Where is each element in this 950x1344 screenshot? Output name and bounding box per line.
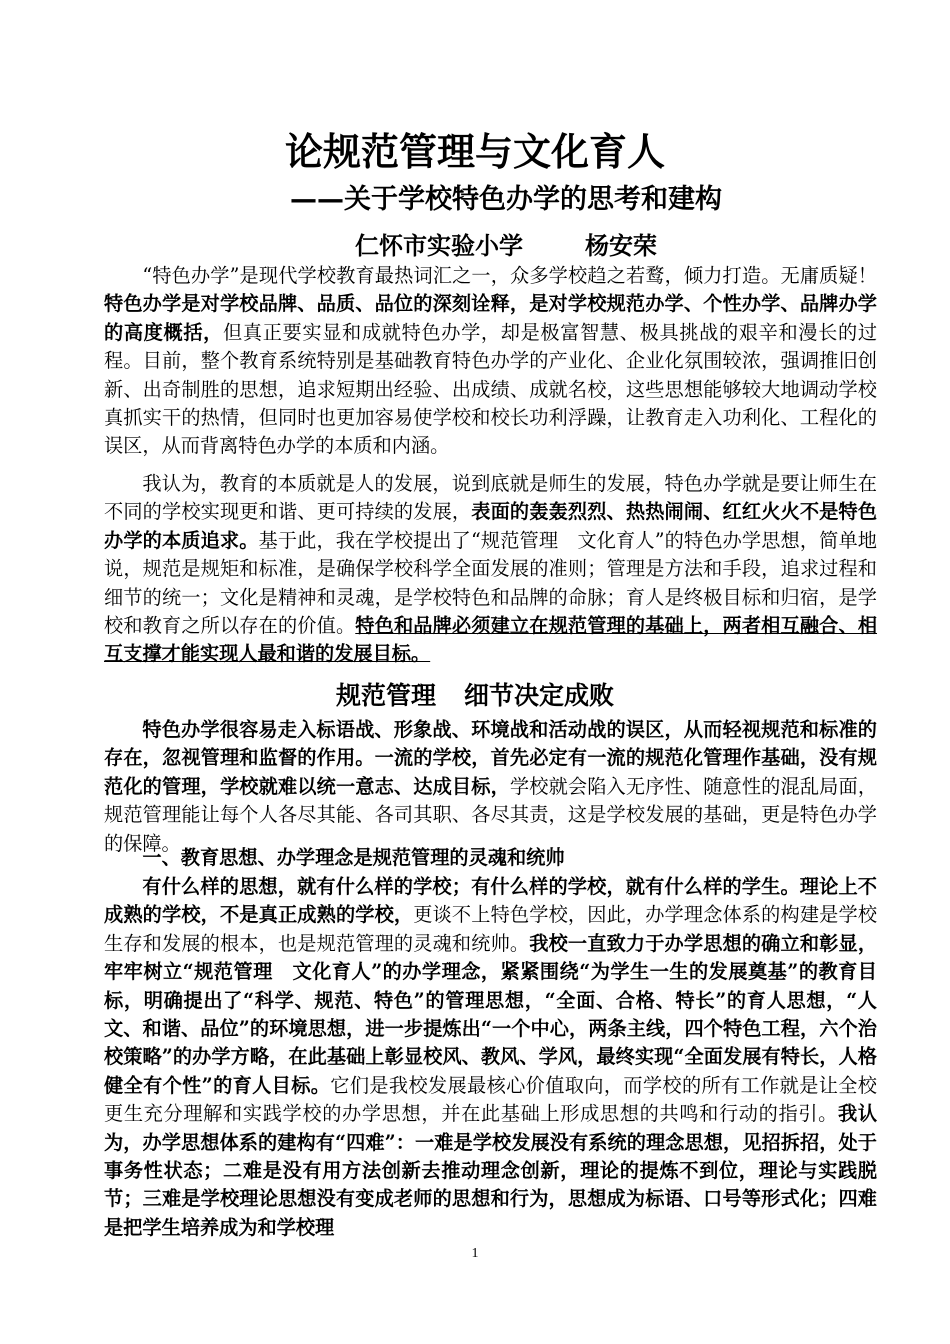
second-text-2: 表面的轰轰烈烈、热热闹闹、红红火火不是特色办学的本质追求。: [104, 500, 878, 552]
second-text-3: 基于此，我在学校提出了“规范管理 文化育人”的特色办学思想，简单地说，规范是规矩和标准，是确保学校科学全面发展的准则；管理是方法和手段，追求过程和细节的统一；文化是精神和灵魂，是学校特色和品牌的命脉；育人是终极目标和归宿，是学校和教育之所以存在的价值。: [104, 528, 877, 638]
second-text-1: 我认为，教育的本质就是人的发展，说到底就是师生的发展，特色办学就是要让师生在不同的学校实现更和谐、更可持续的发展，: [104, 472, 877, 524]
third-text-2: 学校就会陷入无序性、随意性的混乱局面，规范管理能让每个人各尽其能、各司其职、各尽其责，这是学校发展的基础，更是特色办学的保障。: [104, 774, 878, 855]
sub-heading: 一、教育思想、办学理念是规范管理的灵魂和统帅: [142, 846, 565, 869]
fourth-text-2: 更谈不上特色学校，因此，办学理念体系的构建是学校生存和发展的根本，也是规范管理的灵魂和统帅。: [104, 903, 878, 955]
author-name: 杨安荣: [585, 232, 657, 260]
intro-text-1: “特色办学”是现代学校教育最热词汇之一，众多学校趋之若鹜，倾力打造。无庸质疑！: [142, 264, 877, 287]
intro-paragraph: [104, 262, 877, 461]
second-text-4: 特色和品牌必须建立在规范管理的基础上，两者相互融合、相互支撑才能实现人最和谐的发展目标。: [104, 614, 878, 666]
document-title: 论规范管理与文化育人: [284, 130, 665, 174]
intro-text-2: 特色办学是对学校品牌、品质、品位的深刻诠释，是对学校规范办学、个性办学、品牌办学的高度概括，: [104, 292, 877, 344]
fourth-text-5: 我认为，办学思想体系的建构有“四难”：一难是学校发展没有系统的理念思想，见招拆招，处于事务性状态；二难是没有用方法创新去推动理念创新，理论的提炼不到位，理论与实践脱节；三难是学校理论思想没有变成老师的思想和行为，思想成为标语、口号等形式化；四难是把学生培养成为和学校理: [104, 1102, 878, 1239]
document-subtitle: ——关于学校特色办学的思考和建构: [290, 184, 722, 215]
fourth-text-1: 有什么样的思想，就有什么样的学校；有什么样的学校，就有什么样的学生。理论上不成熟的学校，不是真正成熟的学校，: [104, 875, 877, 927]
third-paragraph: [104, 716, 877, 858]
author-school: 仁怀市实验小学: [355, 232, 523, 260]
section-heading-part-2: 细节决定成败: [464, 681, 615, 710]
fourth-text-4: 它们是我校发展最核心价值取向，而学校的所有工作就是让全校更生充分理解和实践学校的办学思想，并在此基础上形成思想的共鸣和行动的指引。: [104, 1073, 877, 1126]
intro-text-3: 但真正要实显和成就特色办学，却是极富智慧、极具挑战的艰辛和漫长的过程。目前，整个教育系统特别是基础教育特色办学的产业化、企业化氛围较浓，强调推旧创新、出奇制胜的思想，追求短期出经验、出成绩、成就名校，这些思想能够较大地调动学校真抓实干的热情，但同时也更加容易使学校和校长功利浮躁，让教育走入功利化、工程化的误区，从而背离特色办学的本质和内涵。: [104, 320, 878, 458]
third-text-1: 特色办学很容易走入标语战、形象战、环境战和活动战的误区，从而轻视规范和标准的存在，忽视管理和监督的作用。一流的学校，首先必定有一流的规范化管理作基础，没有规范化的管理，学校就难以统一意志、达成目标，: [104, 718, 877, 798]
page-number: 1: [471, 1246, 479, 1261]
fourth-text-3: 我校一直致力于办学思想的确立和彰显，牢牢树立“规范管理 文化育人”的办学理念，紧紧围绕“为学生一生的发展奠基”的教育目标，明确提出了“科学、规范、特色”的管理思想，“全面、合格、特长”的育人思想，“人文、和谐、品位”的环境思想，进一步提炼出“一个中心，两条主线，四个特色工程，六个治校策略”的办学方略，在此基础上彰显校风、教风、学风，最终实现“全面发展有特长，人格健全有个性”的育人目标。: [104, 931, 878, 1097]
author-line: [355, 226, 657, 266]
section-heading-part-1: 规范管理: [335, 681, 436, 710]
section-heading: [0, 676, 950, 716]
second-paragraph: [104, 470, 877, 669]
fourth-paragraph: [104, 873, 877, 1242]
